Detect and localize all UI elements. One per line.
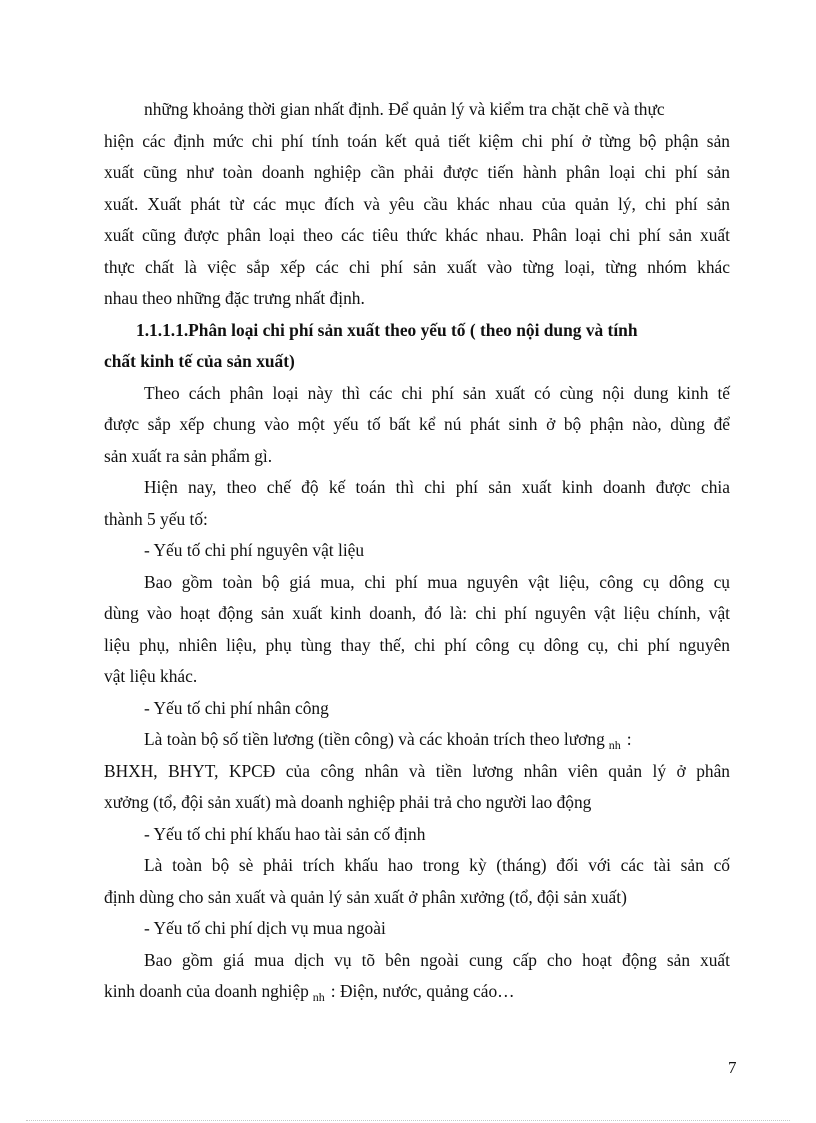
paragraph-text: : Điện, nước, quảng cáo… xyxy=(330,981,515,1001)
paragraph-line: định dùng cho sản xuất và quản lý sản xuất ở phân xưởng (tổ, đội sản xuất) xyxy=(104,886,627,907)
paragraph-line: xuất cũng như toàn doanh nghiệp cần phải được tiến hành phân loại chi phí sản xyxy=(104,162,730,182)
paragraph-text: kinh doanh của doanh nghiệp xyxy=(104,981,309,1001)
paragraph-line: BHXH, BHYT, KPCĐ của công nhân và tiền lương nhân viên quản lý ở phân xyxy=(104,760,730,781)
paragraph-line: vật liệu khác. xyxy=(104,666,198,686)
body-text xyxy=(104,94,730,1008)
paragraph-line: Bao gồm toàn bộ giá mua, chi phí mua nguyên vật liệu, công cụ dông cụ xyxy=(144,571,730,592)
paragraph-line: liệu phụ, nhiên liệu, phụ tùng thay thế, chi phí công cụ dông cụ, chi phí nguyên xyxy=(104,634,730,655)
paragraph-line: nhau theo những đặc trưng nhất định. xyxy=(104,288,365,308)
paragraph-line xyxy=(104,724,730,756)
subscript-mark: nh xyxy=(312,990,325,1004)
list-item: - Yếu tố chi phí nhân công xyxy=(144,697,329,718)
subscript-mark: nh xyxy=(608,738,621,752)
paragraph-line: thực chất là việc sắp xếp các chi phí sản xuất vào từng loại, từng nhóm khác xyxy=(104,256,730,277)
section-heading-text: Phân loại chi phí sản xuất theo yếu tố ( theo nội dung và tính xyxy=(188,319,638,340)
list-item: - Yếu tố chi phí dịch vụ mua ngoài xyxy=(144,918,386,938)
paragraph-line: thành 5 yếu tố: xyxy=(104,508,208,529)
paragraph-line: những khoảng thời gian nhất định. Để quản lý và kiểm tra chặt chẽ và thực xyxy=(144,99,665,119)
paragraph-line: xuất. Xuất phát từ các mục đích và yêu cầu khác nhau của quản lý, chi phí sản xyxy=(104,193,730,214)
paragraph-line: Bao gồm giá mua dịch vụ tõ bên ngoài cung cấp cho hoạt động sản xuất xyxy=(144,949,730,970)
list-item: - Yếu tố chi phí khấu hao tài sản cố định xyxy=(144,823,426,844)
paragraph-text: Là toàn bộ số tiền lương (tiền công) và các khoản trích theo lương xyxy=(144,729,605,749)
paragraph-line: sản xuất ra sản phẩm gì. xyxy=(104,445,273,466)
paragraph-line: Là toàn bộ sè phải trích khấu hao trong kỳ (tháng) đối với các tài sản cố xyxy=(144,855,730,875)
colon-mark: : xyxy=(626,729,632,749)
page-bottom-divider xyxy=(26,1120,790,1121)
paragraph-line: dùng vào hoạt động sản xuất kinh doanh, đó là: chi phí nguyên vật liệu chính, vật xyxy=(104,603,730,623)
section-heading-continued: chất kinh tế của sản xuất) xyxy=(104,351,295,371)
paragraph-line: được sắp xếp chung vào một yếu tố bất kể nú phát sinh ở bộ phận nào, dùng để xyxy=(104,414,730,434)
paragraph-line: xuất cũng được phân loại theo các tiêu thức khác nhau. Phân loại chi phí sản xuất xyxy=(104,225,730,245)
paragraph-line: hiện các định mức chi phí tính toán kết quả tiết kiệm chi phí ở từng bộ phận sản xyxy=(104,130,730,151)
paragraph-line: xưởng (tổ, đội sản xuất) mà doanh nghiệp phải trả cho người lao động xyxy=(104,792,592,812)
list-item: - Yếu tố chi phí nguyên vật liệu xyxy=(144,540,365,560)
section-heading xyxy=(104,315,730,347)
paragraph-line xyxy=(104,976,730,1008)
paragraph-line: Hiện nay, theo chế độ kế toán thì chi phí sản xuất kinh doanh được chia xyxy=(144,477,730,497)
section-number: 1.1.1.1. xyxy=(136,319,189,340)
paragraph-line: Theo cách phân loại này thì các chi phí sản xuất có cùng nội dung kinh tế xyxy=(144,382,730,403)
page-number: 7 xyxy=(728,1058,737,1077)
